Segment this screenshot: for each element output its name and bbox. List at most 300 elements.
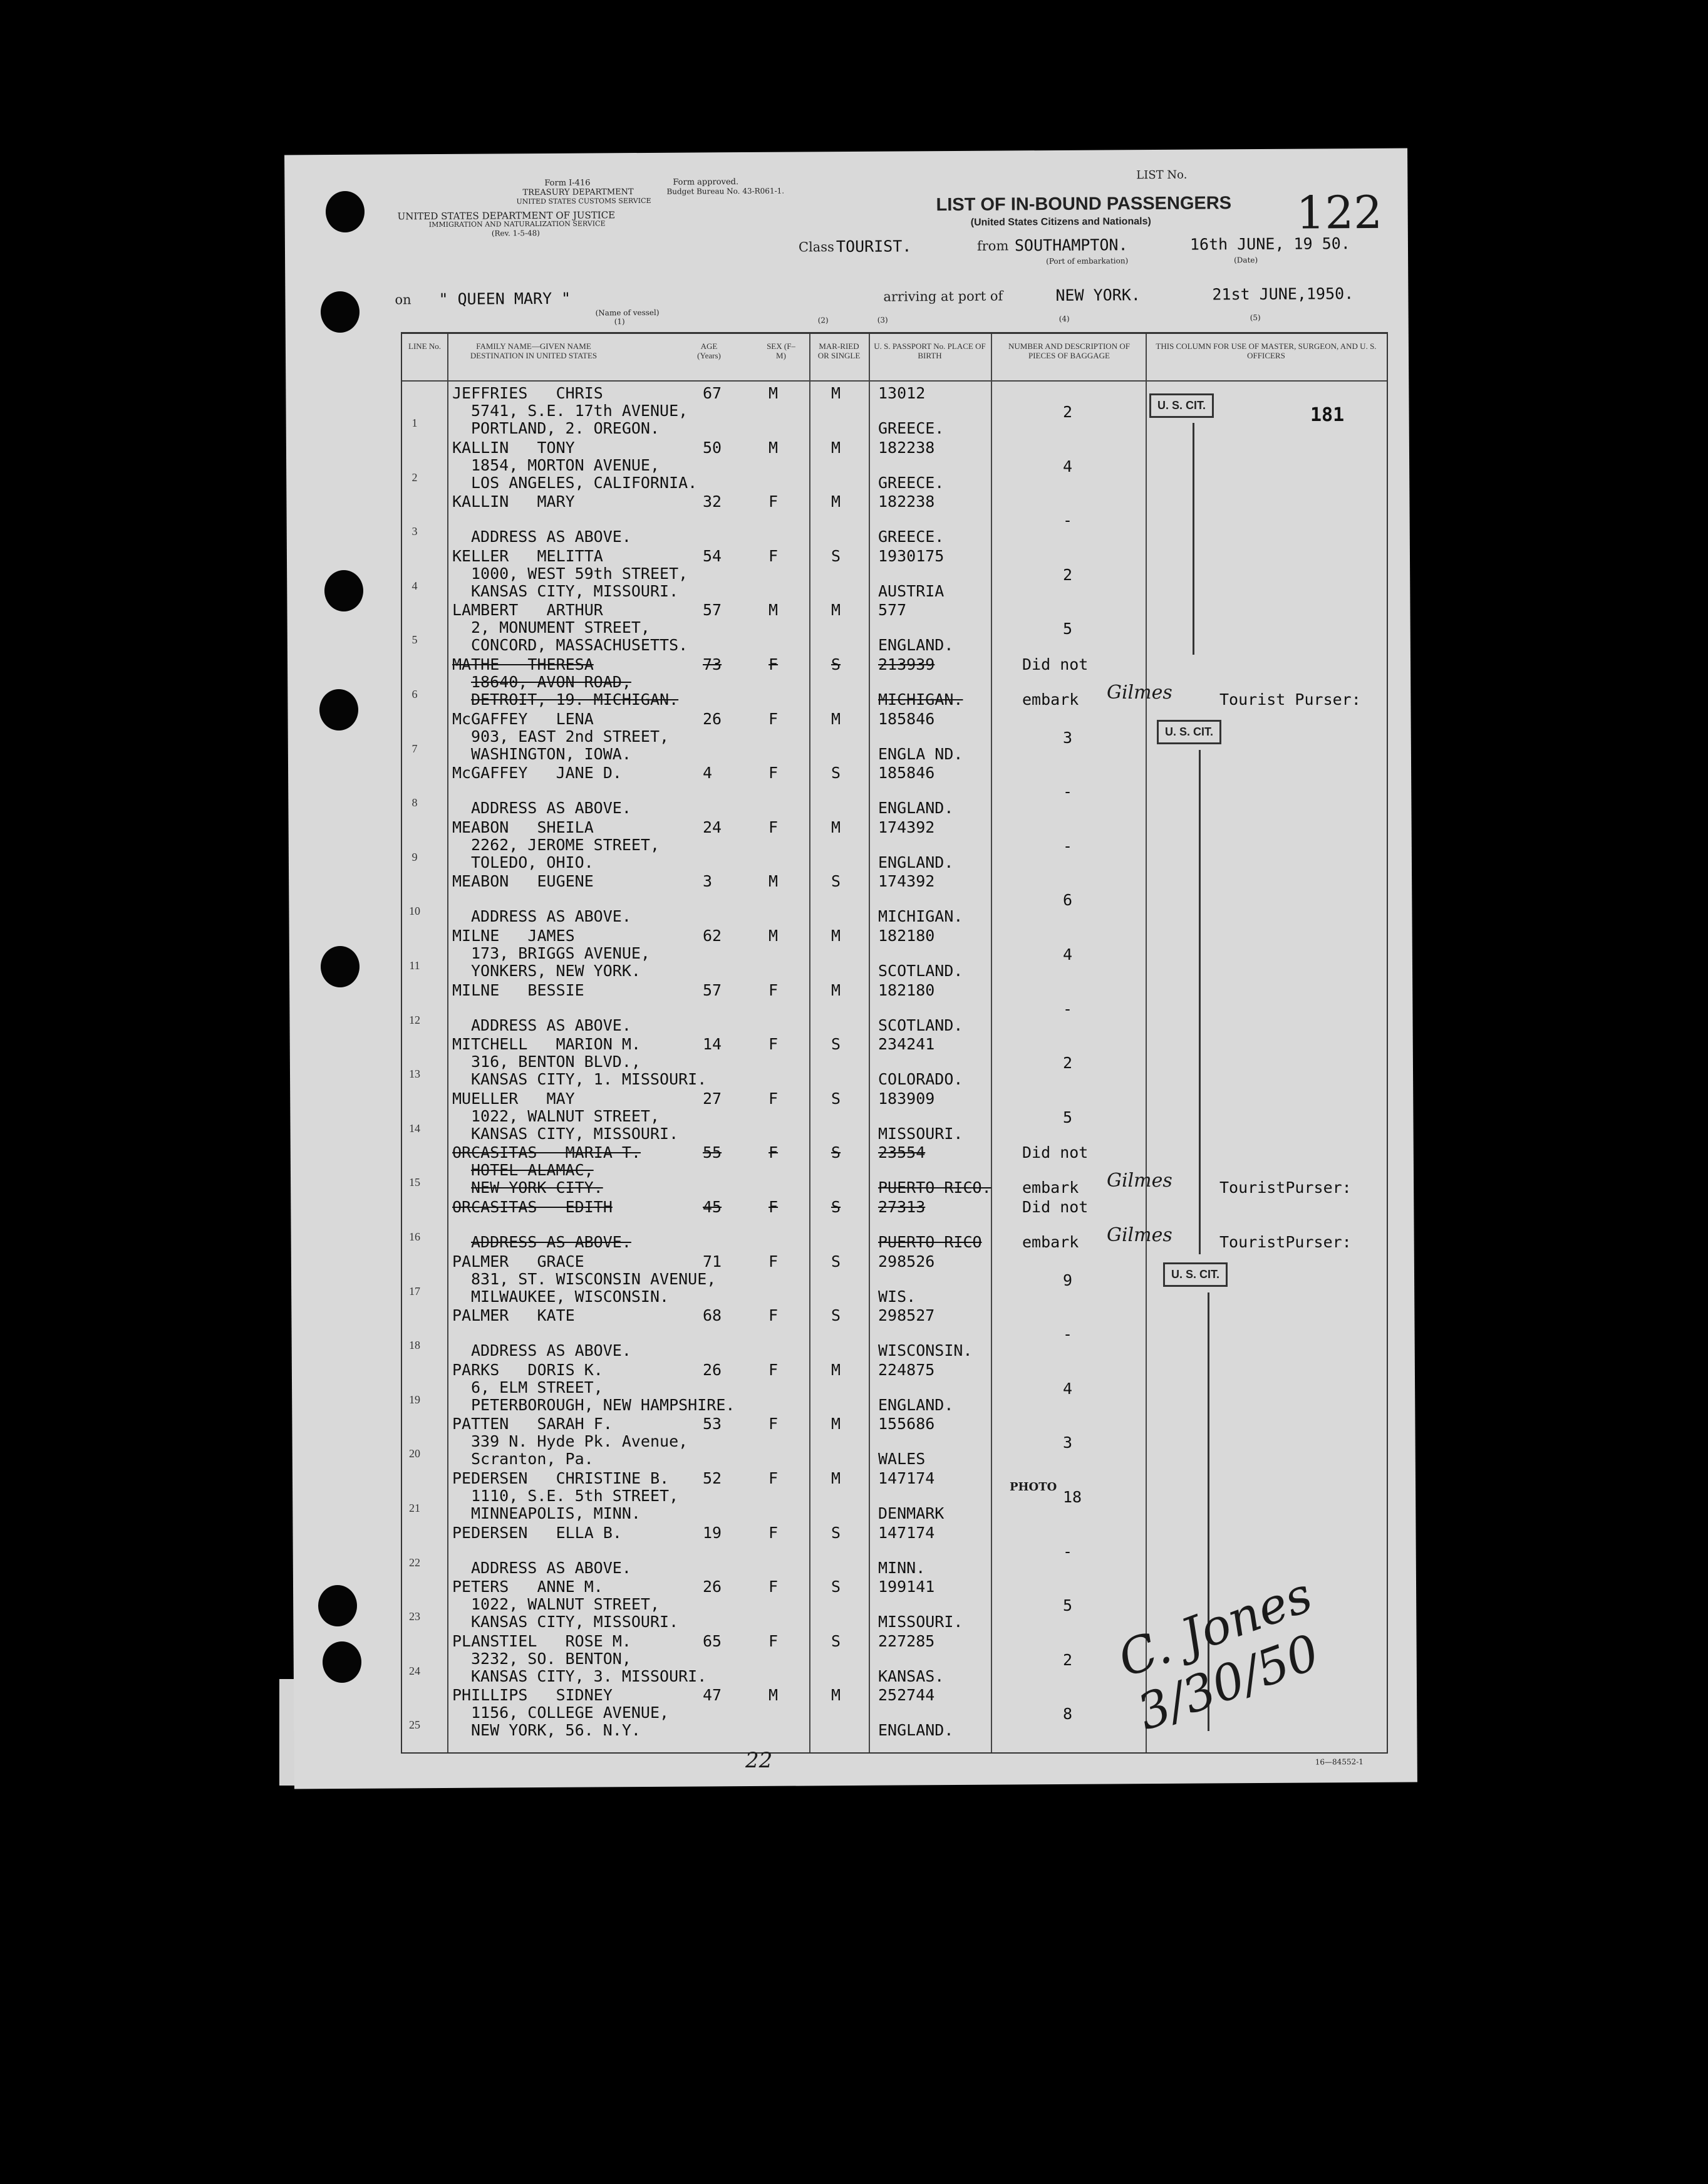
sex: F [769, 1469, 779, 1487]
binder-hole [318, 1585, 357, 1626]
table-row [402, 1198, 1387, 1252]
passport-number: 213939 [878, 655, 935, 673]
place-of-birth: WIS. [878, 1287, 916, 1306]
revision-label: (Rev. 1-5-48) [491, 229, 541, 238]
arrival-port: NEW YORK. [1055, 286, 1141, 304]
place-of-birth: MICHIGAN. [878, 690, 963, 709]
place-of-birth: PUERTO RICO. [878, 1178, 991, 1197]
col-name: FAMILY NAME—GIVEN NAME DESTINATION IN UNITED STATES [470, 341, 598, 360]
place-of-birth: DENMARK [878, 1504, 945, 1522]
treasury-label: TREASURY DEPARTMENT [522, 187, 634, 198]
marital-status: M [831, 1686, 841, 1705]
passenger-name: MILNE JAMES [452, 927, 575, 945]
line-number: 7 [411, 742, 418, 755]
binder-hole [321, 946, 360, 987]
marital-status: S [831, 655, 841, 673]
marital-status: S [831, 546, 841, 565]
place-of-birth: MINN. [878, 1558, 926, 1577]
binder-hole [324, 570, 363, 611]
sex: F [769, 764, 779, 783]
page-subtitle: (United States Citizens and Nationals) [970, 216, 1151, 228]
arriving-label: arriving at port of [883, 288, 1003, 304]
passenger-name: PATTEN SARAH F. [452, 1415, 613, 1433]
col-num-1: (1) [614, 317, 625, 326]
purser-initials: Gilmes [1107, 682, 1172, 704]
sex: M [769, 927, 779, 945]
passenger-name: KELLER MELITTA [452, 546, 603, 565]
passenger-name: MEABON SHEILA [452, 818, 594, 836]
did-not-note: Did not [1022, 1198, 1089, 1216]
table-row [402, 1143, 1387, 1198]
sex: F [769, 546, 779, 565]
table-row [402, 818, 1387, 873]
baggage-count: 4 [1063, 1379, 1073, 1398]
line-number: 18 [409, 1339, 420, 1352]
address-line: 18640, AVON ROAD, [471, 673, 631, 691]
age: 62 [703, 927, 722, 945]
binder-hole [326, 191, 365, 232]
address-line: DETROIT, 19. MICHIGAN. [471, 690, 679, 709]
passport-number: 147174 [878, 1523, 935, 1542]
line-number: 4 [411, 579, 418, 592]
vessel-name: " QUEEN MARY " [438, 289, 571, 308]
binder-hole [323, 1641, 361, 1683]
address-line: NEW YORK CITY. [471, 1178, 603, 1197]
age: 26 [703, 1578, 722, 1596]
marital-status: M [831, 384, 841, 402]
table-row [402, 1361, 1387, 1415]
date-caption: (Date) [1234, 256, 1258, 265]
address-line: ADDRESS AS ABOVE. [471, 528, 631, 546]
passport-number: 182180 [878, 980, 935, 999]
passport-number: 182238 [878, 492, 935, 511]
passenger-name: PEDERSEN ELLA B. [452, 1523, 622, 1542]
sex: M [769, 438, 779, 457]
address-line: PETERBOROUGH, NEW HAMPSHIRE. [471, 1395, 735, 1414]
sex: F [769, 709, 779, 728]
passport-number: 298527 [878, 1306, 935, 1325]
age: 57 [703, 601, 722, 620]
place-of-birth: PUERTO RICO [878, 1233, 982, 1251]
passport-number: 23554 [878, 1143, 926, 1162]
address-line: KANSAS CITY, 1. MISSOURI. [471, 1070, 707, 1089]
marital-status: M [831, 492, 841, 511]
passport-number: 182238 [878, 438, 935, 457]
passenger-table [401, 332, 1388, 1754]
address-line: 1110, S.E. 5th STREET, [471, 1487, 679, 1505]
table-row [402, 1469, 1387, 1524]
customs-label: UNITED STATES CUSTOMS SERVICE [516, 196, 651, 206]
col-age: AGE (Years) [697, 341, 721, 360]
marital-status: S [831, 872, 841, 891]
address-line: 1022, WALNUT STREET, [471, 1106, 660, 1125]
us-cit-stamp: U. S. CIT. [1149, 393, 1214, 418]
address-line: 3232, SO. BENTON, [471, 1649, 631, 1668]
place-of-birth: MICHIGAN. [878, 907, 963, 926]
marital-status: S [831, 1198, 841, 1216]
address-line: 2262, JEROME STREET, [471, 835, 660, 854]
passenger-name: MUELLER MAY [452, 1089, 575, 1108]
col-baggage: NUMBER AND DESCRIPTION OF PIECES OF BAGGAGE [1008, 341, 1130, 360]
line-number: 12 [409, 1013, 420, 1026]
sex: M [769, 384, 779, 402]
marital-status: S [831, 764, 841, 783]
address-line: ADDRESS AS ABOVE. [471, 1233, 631, 1251]
page-title: LIST OF IN-BOUND PASSENGERS [936, 193, 1232, 216]
line-number: 15 [409, 1176, 420, 1189]
sex: F [769, 818, 779, 836]
address-line: ADDRESS AS ABOVE. [471, 1558, 631, 1577]
line-number: 25 [409, 1719, 420, 1732]
passport-number: 27313 [878, 1198, 926, 1216]
table-row [402, 1524, 1387, 1578]
address-line: 173, BRIGGS AVENUE, [471, 944, 650, 962]
passport-number: 182180 [878, 927, 935, 945]
passenger-name: PARKS DORIS K. [452, 1360, 603, 1379]
table-row [402, 1035, 1387, 1089]
sex: M [769, 872, 779, 891]
age: 55 [703, 1143, 722, 1162]
line-number: 21 [409, 1502, 420, 1514]
table-row [402, 601, 1387, 655]
baggage-count: 5 [1063, 1108, 1073, 1126]
sex: F [769, 1578, 779, 1596]
marital-status: S [831, 1143, 841, 1162]
place-of-birth: WALES [878, 1450, 926, 1469]
table-row [402, 1306, 1387, 1361]
form-number: Form I-416 [544, 178, 591, 188]
class-value: TOURIST. [836, 237, 912, 256]
binder-hole [319, 689, 358, 731]
line-number: 9 [411, 850, 418, 863]
sex: F [769, 492, 779, 511]
address-line: 2, MONUMENT STREET, [471, 618, 650, 637]
sex: F [769, 1252, 779, 1271]
place-of-birth: GREECE. [878, 473, 945, 492]
line-number: 3 [411, 525, 418, 538]
marital-status: S [831, 1089, 841, 1108]
baggage-count: 9 [1063, 1271, 1073, 1289]
line-number: 14 [409, 1121, 420, 1135]
marital-status: S [831, 1523, 841, 1542]
place-of-birth: ENGLAND. [878, 799, 954, 818]
place-of-birth: WISCONSIN. [878, 1341, 973, 1360]
table-row [402, 384, 1387, 439]
age: 32 [703, 492, 722, 511]
place-of-birth: MISSOURI. [878, 1124, 963, 1143]
passport-number: 577 [878, 601, 907, 620]
sex: F [769, 1306, 779, 1325]
baggage-count: - [1063, 783, 1073, 801]
sex: F [769, 1360, 779, 1379]
age: 24 [703, 818, 722, 836]
line-number: 8 [411, 796, 418, 809]
address-line: ADDRESS AS ABOVE. [471, 799, 631, 818]
baggage-count: 3 [1063, 1433, 1073, 1452]
form-approved: Form approved. [673, 177, 739, 187]
age: 19 [703, 1523, 722, 1542]
table-row [402, 764, 1387, 818]
table-row [402, 547, 1387, 601]
did-not-note: Did not [1022, 1143, 1089, 1162]
address-line: WASHINGTON, IOWA. [471, 744, 631, 763]
line-number: 5 [411, 633, 418, 647]
sex: M [769, 1686, 779, 1705]
marital-status: M [831, 601, 841, 620]
age: 65 [703, 1631, 722, 1650]
address-line: MILWAUKEE, WISCONSIN. [471, 1287, 670, 1306]
sex: F [769, 1415, 779, 1433]
baggage-count: - [1063, 999, 1073, 1018]
arrival-date: 21st JUNE,1950. [1212, 284, 1354, 304]
place-of-birth: ENGLA ND. [878, 744, 963, 763]
sex: F [769, 1631, 779, 1650]
baggage-count: 5 [1063, 1596, 1073, 1615]
address-line: ADDRESS AS ABOVE. [471, 1016, 631, 1034]
age: 26 [703, 709, 722, 728]
passenger-name: MITCHELL MARION M. [452, 1035, 641, 1054]
class-label: Class [798, 239, 834, 255]
baggage-count: - [1063, 511, 1073, 530]
passenger-name: ORCASITAS MARIA T. [452, 1143, 641, 1162]
address-line: LOS ANGELES, CALIFORNIA. [471, 473, 698, 492]
embark-note: embark [1022, 690, 1079, 709]
address-line: YONKERS, NEW YORK. [471, 962, 641, 980]
marital-status: M [831, 927, 841, 945]
line-number: 6 [411, 688, 418, 700]
age: 71 [703, 1252, 722, 1271]
col-num-5: (5) [1250, 313, 1261, 323]
citizen-count: 181 [1310, 404, 1345, 426]
address-line: 1022, WALNUT STREET, [471, 1595, 660, 1614]
footer-code: 16—84552-1 [1315, 1757, 1364, 1767]
place-of-birth: GREECE. [878, 528, 945, 546]
table-row [402, 492, 1387, 547]
baggage-count: - [1063, 1325, 1073, 1344]
col-num-3: (3) [877, 315, 888, 325]
passport-number: 252744 [878, 1686, 935, 1705]
vessel-caption: (Name of vessel) [595, 308, 660, 318]
baggage-count: 2 [1063, 565, 1073, 584]
passenger-name: KALLIN MARY [452, 492, 575, 511]
place-of-birth: ENGLAND. [878, 853, 954, 871]
passport-number: 174392 [878, 818, 935, 836]
age: 3 [703, 872, 713, 891]
line-number: 10 [409, 905, 420, 918]
passenger-name: PETERS ANNE M. [452, 1578, 603, 1596]
table-row [402, 1252, 1387, 1307]
address-line: ADDRESS AS ABOVE. [471, 1341, 631, 1360]
justice-label: UNITED STATES DEPARTMENT OF JUSTICE [397, 209, 616, 222]
from-label: from [976, 238, 1009, 254]
us-cit-stamp: U. S. CIT. [1163, 1262, 1228, 1287]
marital-status: M [831, 1415, 841, 1433]
passenger-name: McGAFFEY LENA [452, 709, 594, 728]
age: 26 [703, 1360, 722, 1379]
marital-status: S [831, 1631, 841, 1650]
age: 27 [703, 1089, 722, 1108]
baggage-count: 18 [1063, 1488, 1082, 1506]
age: 53 [703, 1415, 722, 1433]
marital-status: M [831, 709, 841, 728]
col-officers: THIS COLUMN FOR USE OF MASTER, SURGEON, AND U. S. OFFICERS [1156, 341, 1377, 360]
place-of-birth: AUSTRIA [878, 581, 945, 600]
col-num-4: (4) [1058, 314, 1070, 323]
place-of-birth: MISSOURI. [878, 1613, 963, 1631]
passenger-name: McGAFFEY JANE D. [452, 764, 622, 783]
baggage-count: 4 [1063, 945, 1073, 964]
purser-note: TouristPurser: [1219, 1178, 1352, 1197]
marital-status: M [831, 1360, 841, 1379]
place-of-birth: KANSAS. [878, 1667, 945, 1685]
baggage-count: 2 [1063, 1054, 1073, 1073]
passport-number: 183909 [878, 1089, 935, 1108]
address-line: MINNEAPOLIS, MINN. [471, 1504, 641, 1522]
marital-status: S [831, 1035, 841, 1054]
col-passport: U. S. PASSPORT No. PLACE OF BIRTH [874, 341, 986, 360]
baggage-count: - [1063, 1542, 1073, 1561]
photo-note: PHOTO [1010, 1480, 1057, 1494]
us-cit-stamp: U. S. CIT. [1157, 720, 1221, 744]
address-line: PORTLAND, 2. OREGON. [471, 419, 660, 437]
line-number: 11 [409, 959, 420, 972]
table-row [402, 655, 1387, 710]
list-number: 122 [1296, 185, 1383, 239]
address-line: CONCORD, MASSACHUSETTS. [471, 636, 688, 655]
age: 45 [703, 1198, 722, 1216]
inspector-signature: C. Jones 3/30/50 [1110, 1566, 1327, 1742]
sex: F [769, 655, 779, 673]
address-line: 6, ELM STREET, [471, 1378, 603, 1396]
place-of-birth: COLORADO. [878, 1070, 963, 1089]
on-label: on [395, 292, 411, 308]
passport-number: 13012 [878, 384, 926, 402]
passport-number: 224875 [878, 1360, 935, 1379]
sex: M [769, 601, 779, 620]
marital-status: M [831, 1469, 841, 1487]
passport-number: 234241 [878, 1035, 935, 1054]
passenger-name: MEABON EUGENE [452, 872, 594, 891]
age: 68 [703, 1306, 722, 1325]
line-number: 1 [411, 417, 418, 429]
table-row [402, 1089, 1387, 1144]
marital-status: M [831, 438, 841, 457]
address-line: 1000, WEST 59th STREET, [471, 564, 688, 583]
line-number: 16 [409, 1230, 420, 1243]
page-number: 22 [745, 1748, 773, 1773]
address-line: ADDRESS AS ABOVE. [471, 907, 631, 926]
age: 67 [703, 384, 722, 402]
baggage-count: 3 [1063, 728, 1073, 747]
table-row [402, 1415, 1387, 1469]
line-number: 20 [409, 1447, 420, 1460]
table-row [402, 439, 1387, 493]
line-number: 23 [409, 1610, 420, 1623]
address-line: 903, EAST 2nd STREET, [471, 727, 670, 746]
table-row [402, 872, 1387, 927]
age: 54 [703, 546, 722, 565]
baggage-count: 2 [1063, 1650, 1073, 1669]
age: 14 [703, 1035, 722, 1054]
line-number: 2 [411, 471, 418, 484]
age: 50 [703, 438, 722, 457]
sex: F [769, 1523, 779, 1542]
did-not-note: Did not [1022, 655, 1089, 673]
list-number-label: LIST No. [1136, 168, 1188, 182]
place-of-birth: ENGLAND. [878, 636, 954, 655]
embark-note: embark [1022, 1233, 1079, 1251]
line-number: 19 [409, 1393, 420, 1406]
address-line: KANSAS CITY, MISSOURI. [471, 1613, 679, 1631]
marital-status: M [831, 818, 841, 836]
table-row [402, 981, 1387, 1036]
passenger-name: LAMBERT ARTHUR [452, 601, 603, 620]
baggage-count: 5 [1063, 620, 1073, 638]
departure-date: 16th JUNE, 19 50. [1189, 234, 1350, 254]
passport-number: 185846 [878, 764, 935, 783]
table-row [402, 927, 1387, 981]
col-married: MAR-RIED OR SINGLE [817, 341, 861, 360]
address-line: 1156, COLLEGE AVENUE, [471, 1703, 670, 1722]
purser-note: TouristPurser: [1219, 1233, 1352, 1251]
address-line: HOTEL ALAMAC, [471, 1161, 594, 1180]
passenger-name: KALLIN TONY [452, 438, 575, 457]
age: 47 [703, 1686, 722, 1705]
purser-initials: Gilmes [1107, 1170, 1172, 1192]
table-row [402, 710, 1387, 764]
baggage-count: 8 [1063, 1705, 1073, 1724]
col-num-2: (2) [817, 316, 829, 325]
address-line: 339 N. Hyde Pk. Avenue, [471, 1432, 688, 1451]
place-of-birth: SCOTLAND. [878, 962, 963, 980]
sex: F [769, 980, 779, 999]
col-line-no: LINE No. [408, 341, 441, 351]
sex: F [769, 1089, 779, 1108]
address-line: KANSAS CITY, MISSOURI. [471, 581, 679, 600]
purser-note: Tourist Purser: [1219, 690, 1361, 709]
address-line: 316, BENTON BLVD., [471, 1053, 641, 1071]
baggage-count: 6 [1063, 891, 1073, 910]
address-line: Scranton, Pa. [471, 1450, 594, 1469]
age: 57 [703, 980, 722, 999]
address-line: 831, ST. WISCONSIN AVENUE, [471, 1269, 717, 1288]
passport-number: 174392 [878, 872, 935, 891]
passenger-name: PHILLIPS SIDNEY [452, 1686, 613, 1705]
address-line: NEW YORK, 56. N.Y. [471, 1721, 641, 1740]
ins-label: IMMIGRATION AND NATURALIZATION SERVICE [428, 219, 606, 229]
passenger-name: MILNE BESSIE [452, 980, 584, 999]
place-of-birth: GREECE. [878, 419, 945, 437]
marital-status: S [831, 1578, 841, 1596]
address-line: TOLEDO, OHIO. [471, 853, 594, 871]
baggage-count: - [1063, 836, 1073, 855]
passenger-name: MATHE THERESA [452, 655, 594, 673]
address-line: KANSAS CITY, MISSOURI. [471, 1124, 679, 1143]
passport-number: 298526 [878, 1252, 935, 1271]
line-number: 17 [409, 1284, 420, 1297]
place-of-birth: ENGLAND. [878, 1721, 954, 1740]
passenger-name: ORCASITAS EDITH [452, 1198, 613, 1216]
age: 52 [703, 1469, 722, 1487]
place-of-birth: SCOTLAND. [878, 1016, 963, 1034]
line-number: 22 [409, 1556, 420, 1569]
baggage-count: 4 [1063, 457, 1073, 476]
budget-bureau: Budget Bureau No. 43-R061-1. [666, 186, 785, 196]
embarkation-caption: (Port of embarkation) [1046, 256, 1129, 266]
age: 4 [703, 764, 713, 783]
line-number: 24 [409, 1664, 420, 1677]
passport-number: 147174 [878, 1469, 935, 1487]
